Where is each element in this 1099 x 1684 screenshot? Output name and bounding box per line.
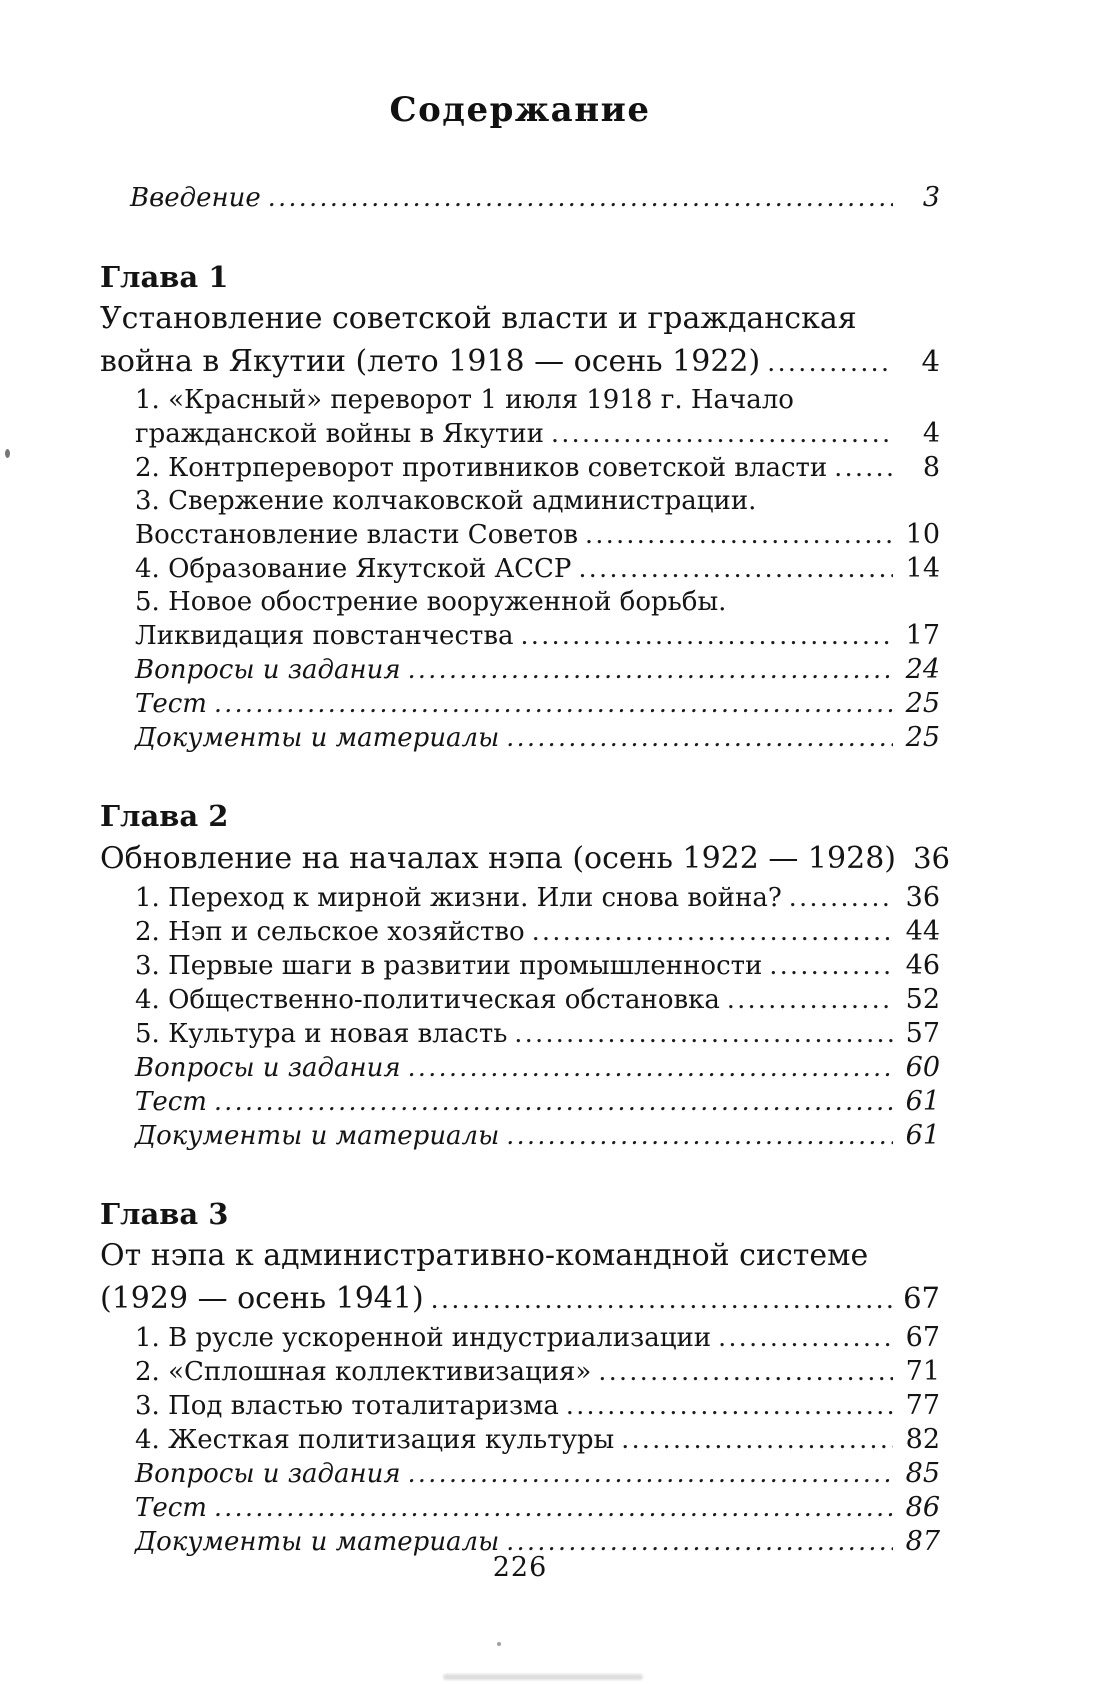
- chapter-block-1: [100, 256, 940, 755]
- toc-entry-text: 4. Жесткая политизация культуры: [135, 1425, 615, 1455]
- toc-entry-text: Документы и материалы: [135, 723, 500, 753]
- toc-page-number: 52: [905, 984, 940, 1015]
- toc-page-number: 86: [905, 1492, 940, 1523]
- toc-entry-line: [100, 1051, 940, 1085]
- toc-page-number: 87: [905, 1526, 940, 1557]
- toc-page-number: 44: [905, 916, 940, 947]
- chapter-heading: Глава 2: [100, 799, 229, 833]
- dot-leader: [214, 1085, 893, 1118]
- toc-entry-text: 3. Первые шаги в развитии промышленности: [135, 951, 763, 981]
- chapter-heading: Глава 3: [100, 1197, 229, 1231]
- dot-leader: [727, 983, 893, 1016]
- toc-entry-line: [100, 384, 940, 417]
- toc-entry-line: [100, 619, 940, 653]
- dot-leader: [834, 451, 893, 484]
- toc-page-number: 82: [905, 1424, 940, 1455]
- toc-entry-text: Документы и материалы: [135, 1527, 500, 1557]
- dot-leader: [506, 721, 893, 754]
- chapter-title-line: [100, 1277, 940, 1321]
- text-column: [0, 86, 1099, 1559]
- toc-entry-line: [100, 1321, 940, 1355]
- toc-page-number: 25: [905, 688, 940, 719]
- toc-entry-line: [100, 1355, 940, 1389]
- toc-page-number: 10: [905, 519, 940, 550]
- toc-page-number: 17: [905, 620, 940, 651]
- toc-entry-text: 2. Контрпереворот противников советской власти: [135, 453, 828, 483]
- page-number: 226: [492, 1552, 548, 1583]
- toc-entry-text: 5. Новое обострение вооруженной борьбы.: [135, 587, 727, 617]
- toc-page-number: 85: [905, 1458, 940, 1489]
- dot-leader: [767, 342, 893, 384]
- dot-leader: [718, 1321, 893, 1354]
- dot-leader: [506, 1119, 893, 1152]
- toc-entry-line: [100, 451, 940, 485]
- toc-entry-text: Тест: [135, 689, 207, 719]
- toc-page-number: 57: [905, 1018, 940, 1049]
- toc-page-number: 8: [922, 452, 940, 483]
- toc-page-number: 36: [913, 841, 950, 875]
- toc-intro-text: Введение: [130, 183, 261, 213]
- toc-entry-line: [100, 949, 940, 983]
- toc-entry-line: [100, 1491, 940, 1525]
- scan-artifact-left-speck: [5, 449, 10, 458]
- toc-entry-line: [100, 586, 940, 619]
- toc-entry-text: гражданской войны в Якутии: [135, 419, 544, 449]
- dot-leader: [431, 1279, 893, 1321]
- toc-page-number: 36: [905, 882, 940, 913]
- chapter-title-text: война в Якутии (лето 1918 — осень 1922): [100, 344, 761, 379]
- chapter-title-text: Обновление на началах нэпа (осень 1922 — 1928): [100, 841, 896, 876]
- dot-leader: [551, 417, 893, 450]
- toc-entry-line: [100, 881, 940, 915]
- chapter-title-text: (1929 — осень 1941): [100, 1281, 424, 1316]
- dot-leader: [621, 1423, 893, 1456]
- toc-entry-line: [100, 1423, 940, 1457]
- dot-leader: [268, 180, 893, 216]
- toc-entry-text: 1. «Красный» переворот 1 июля 1918 г. Начало: [135, 385, 794, 415]
- chapter-title-text: От нэпа к административно-командной системе: [100, 1238, 869, 1273]
- toc-entry-line: [100, 983, 940, 1017]
- toc-entry-text: 1. В русле ускоренной индустриализации: [135, 1323, 712, 1353]
- dot-leader: [789, 881, 893, 914]
- chapter-title-line: [100, 837, 950, 881]
- toc-entry-text: 3. Под властью тоталитаризма: [135, 1391, 559, 1421]
- page-title: Содержание: [389, 90, 651, 130]
- dot-leader: [214, 1491, 893, 1524]
- toc-page-number: 14: [905, 553, 940, 584]
- scan-artifact-folio-speck: [497, 1642, 501, 1646]
- dot-leader: [578, 552, 893, 585]
- dot-leader: [408, 1457, 893, 1490]
- toc-entry-text: 4. Образование Якутской АССР: [135, 554, 572, 584]
- toc-entry-text: 2. Нэп и сельское хозяйство: [135, 917, 525, 947]
- toc-entry-line: [100, 417, 940, 451]
- toc-page-number: 46: [905, 950, 940, 981]
- toc-entry-text: Вопросы и задания: [135, 1459, 401, 1489]
- toc-entry-line: [100, 915, 940, 949]
- toc-page-number: 3: [922, 182, 940, 213]
- toc-entry-line: [100, 518, 940, 552]
- toc-entry-text: Ликвидация повстанчества: [135, 621, 514, 651]
- chapter-title-line: [100, 298, 940, 340]
- toc-entry-line: [100, 687, 940, 721]
- toc-page-number: 24: [905, 654, 940, 685]
- dot-leader: [521, 619, 893, 652]
- toc-entry-line: [100, 1017, 940, 1051]
- toc-intro-line: [100, 180, 940, 216]
- table-of-contents: [100, 180, 950, 1559]
- scan-artifact-bottom-smudge: [443, 1674, 643, 1680]
- toc-entry-text: Восстановление власти Советов: [135, 520, 579, 550]
- toc-entry-line: [100, 485, 940, 518]
- dot-leader: [514, 1017, 893, 1050]
- dot-leader: [598, 1355, 893, 1388]
- chapter-block-3: [100, 1193, 940, 1559]
- toc-page-number: 61: [905, 1120, 940, 1151]
- chapter-title-line: [100, 340, 940, 384]
- chapter-title-text: Установление советской власти и гражданская: [100, 301, 857, 336]
- toc-entry-line: [100, 1389, 940, 1423]
- toc-entry-line: [100, 1085, 940, 1119]
- toc-page-number: 67: [905, 1322, 940, 1353]
- toc-entry-line: [100, 1457, 940, 1491]
- toc-entry-text: 3. Свержение колчаковской администрации.: [135, 486, 757, 516]
- dot-leader: [769, 949, 893, 982]
- toc-entry-line: [100, 721, 940, 755]
- toc-entry-text: Вопросы и задания: [135, 655, 401, 685]
- dot-leader: [532, 915, 893, 948]
- toc-entry-text: 4. Общественно-политическая обстановка: [135, 985, 720, 1015]
- toc-page-number: 25: [905, 722, 940, 753]
- toc-page-number: 67: [903, 1281, 940, 1315]
- toc-entry-text: 1. Переход к мирной жизни. Или снова война?: [135, 883, 782, 913]
- chapter-title-line: [100, 1235, 940, 1277]
- toc-entry-text: 2. «Сплошная коллективизация»: [135, 1357, 592, 1387]
- toc-page-number: 71: [905, 1356, 940, 1387]
- toc-entry-line: [100, 1119, 940, 1153]
- toc-entry-line: [100, 552, 940, 586]
- chapter-heading: Глава 1: [100, 260, 229, 294]
- dot-leader: [585, 518, 893, 551]
- toc-entry-text: Тест: [135, 1493, 207, 1523]
- toc-page-number: 4: [922, 418, 940, 449]
- toc-entry-text: 5. Культура и новая власть: [135, 1019, 508, 1049]
- dot-leader: [408, 653, 893, 686]
- toc-page-number: 77: [905, 1390, 940, 1421]
- toc-page-number: 4: [921, 344, 940, 378]
- dot-leader: [214, 687, 893, 720]
- dot-leader: [408, 1051, 893, 1084]
- chapter-block-2: [100, 795, 950, 1153]
- toc-entry-text: Документы и материалы: [135, 1121, 500, 1151]
- toc-entry-line: [100, 653, 940, 687]
- toc-entry-text: Тест: [135, 1087, 207, 1117]
- toc-page-number: 60: [905, 1052, 940, 1083]
- toc-page-number: 61: [905, 1086, 940, 1117]
- dot-leader: [566, 1389, 893, 1422]
- toc-entry-text: Вопросы и задания: [135, 1053, 401, 1083]
